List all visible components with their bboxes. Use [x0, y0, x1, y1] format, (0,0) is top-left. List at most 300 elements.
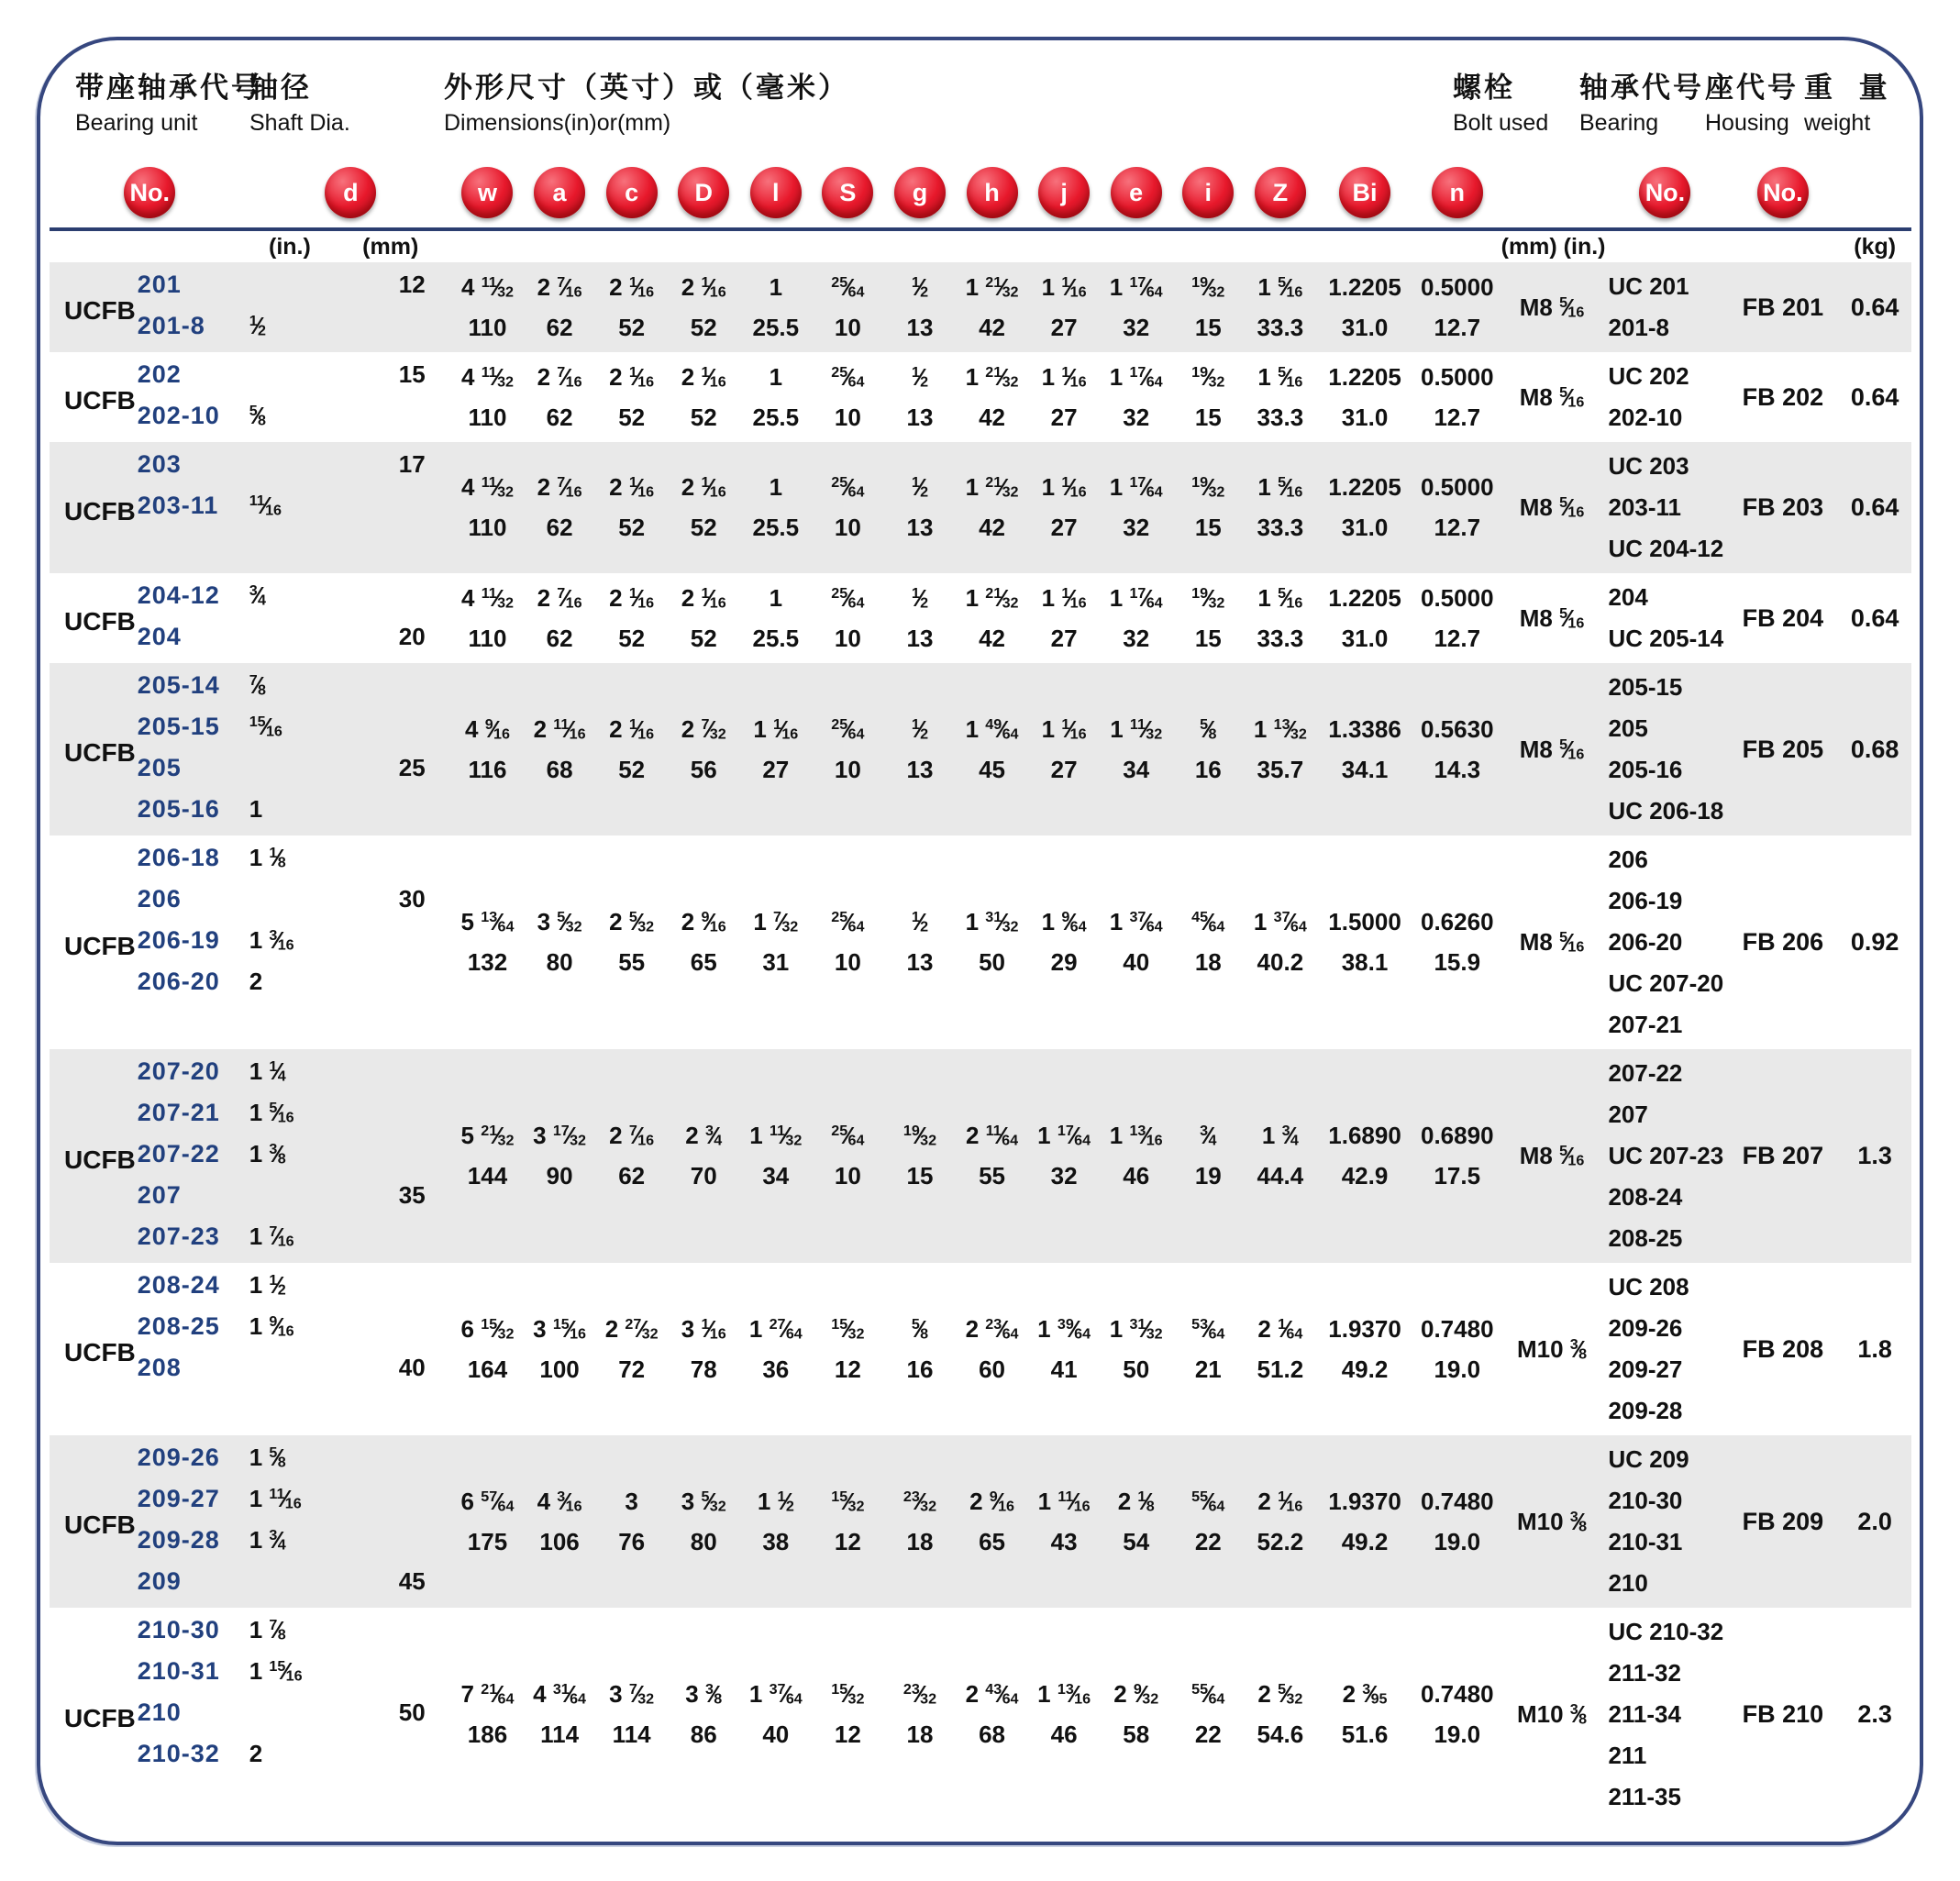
- header-shaft-dia: [249, 64, 350, 137]
- bearing-number: 210: [1608, 1569, 1648, 1597]
- model-shaft-cell: [138, 835, 452, 1049]
- dim-mm-value: 100: [539, 1355, 580, 1383]
- fraction: $^7$⁄16: [557, 473, 582, 501]
- dim-mm-value: 175: [467, 1527, 508, 1555]
- fraction: $^{13}$⁄16: [1057, 1680, 1091, 1708]
- dim-Z-cell: [1245, 1263, 1317, 1435]
- dim-Z-cell: [1245, 442, 1317, 573]
- dim-mm-value: 15: [1194, 403, 1222, 431]
- bearing-number: 205-15: [1608, 673, 1683, 701]
- dim-mm-value: 38: [762, 1527, 790, 1555]
- bearing-no-cell: [1602, 835, 1727, 1049]
- shaft-dia-in: [249, 581, 328, 610]
- dim-in-value: 1 $^{21}$⁄32: [965, 583, 1019, 612]
- column-badge-Z: Z: [1255, 167, 1306, 218]
- dim-mm-value: 19.0: [1434, 1355, 1481, 1383]
- dim-mm-value: 10: [834, 403, 861, 431]
- bearing-number: 211-35: [1608, 1783, 1681, 1810]
- dim-mm-value: 110: [468, 624, 507, 652]
- housing-no-cell: [1727, 352, 1838, 442]
- fraction: $^1$⁄16: [701, 1314, 726, 1343]
- dim-in-value: 1.5000: [1328, 908, 1401, 935]
- bearing-number: 202-10: [1608, 404, 1683, 431]
- weight-cell: [1838, 835, 1911, 1049]
- fraction: $^5$⁄16: [1278, 362, 1303, 391]
- dim-in-value: 2 $^7$⁄16: [537, 583, 582, 612]
- fraction: $^{15}$⁄16: [552, 1314, 587, 1343]
- fraction: $^{17}$⁄64: [1129, 473, 1163, 501]
- dim-mm-value: 68: [979, 1721, 1005, 1748]
- dim-mm-value: 80: [546, 948, 573, 976]
- dim-j-cell: [1028, 1435, 1101, 1608]
- dim-in-value: 0.5000: [1421, 473, 1494, 501]
- weight-value: 2.3: [1857, 1700, 1892, 1728]
- dim-mm-value: 15: [1194, 313, 1222, 341]
- fraction: $^7$⁄32: [773, 908, 799, 935]
- weight-value: 0.64: [1850, 603, 1899, 632]
- dim-in-value: 1 $^7$⁄32: [753, 908, 799, 935]
- dim-in-value: 1 $^{49}$⁄64: [965, 714, 1019, 743]
- dim-mm-value: 62: [618, 1162, 646, 1189]
- dim-in-value: 1 $^{17}$⁄64: [1109, 473, 1163, 501]
- dim-in-value: 1 $^{17}$⁄64: [1109, 583, 1163, 612]
- fraction: $^1$⁄2: [911, 714, 929, 743]
- dim-mm-value: 31.0: [1341, 403, 1389, 431]
- dim-j-cell: [1028, 1049, 1101, 1263]
- dim-w-cell: [451, 442, 524, 573]
- fraction: $^5$⁄16: [1278, 473, 1303, 501]
- dim-in-value: 1 $^1$⁄16: [1041, 714, 1087, 743]
- dim-c-cell: [595, 1263, 668, 1435]
- dim-Z-cell: [1245, 1049, 1317, 1263]
- dim-mm-value: 62: [546, 403, 573, 431]
- bearing-number: UC 203: [1608, 452, 1689, 480]
- shaft-dia-in: [249, 713, 328, 741]
- dim-in-value: 2 $^9$⁄32: [1113, 1680, 1159, 1708]
- model-number: 207-22: [137, 1140, 220, 1167]
- dim-in-value: [1191, 363, 1224, 392]
- column-badge-No: No.: [1757, 167, 1809, 218]
- dim-in-value: 4 $^{11}$⁄32: [460, 272, 514, 301]
- column-badge-a: a: [534, 167, 585, 218]
- spec-row-group: [50, 442, 1911, 573]
- dim-in-value: 2 $^1$⁄8: [1117, 1487, 1155, 1515]
- bearing-number: 203-11: [1608, 493, 1681, 521]
- model-row: [138, 1216, 452, 1257]
- fraction: $^3$⁄8: [704, 1680, 723, 1708]
- dim-S-cell: [812, 1263, 884, 1435]
- dim-mm-value: 51.2: [1257, 1355, 1304, 1383]
- fraction: $^1$⁄4: [269, 1057, 286, 1085]
- unit-bolt: (mm) (in.): [1500, 233, 1606, 260]
- fraction: $^{15}$⁄32: [831, 1487, 865, 1515]
- model-row: [138, 1437, 452, 1478]
- dim-mm-value: 14.3: [1434, 755, 1481, 783]
- series-prefix: UCFB: [64, 1510, 136, 1539]
- dim-in-value: [831, 363, 864, 392]
- dim-mm-value: 86: [690, 1721, 717, 1748]
- dim-in-value: 2 $^9$⁄16: [969, 1487, 1014, 1515]
- dim-mm-value: 52.2: [1257, 1527, 1304, 1555]
- fraction: $^9$⁄64: [1061, 908, 1087, 935]
- housing-number: FB 209: [1742, 1507, 1824, 1535]
- model-number: 206-19: [137, 926, 220, 954]
- dim-mm-value: 80: [690, 1527, 717, 1555]
- housing-number: FB 201: [1742, 293, 1824, 321]
- fraction: $^{11}$⁄32: [481, 362, 514, 391]
- shaft-dia-in: 1: [249, 795, 263, 823]
- fraction: $^{15}$⁄32: [831, 1680, 865, 1708]
- dim-i-cell: [1172, 262, 1245, 352]
- shaft-dia-in: 2: [249, 968, 263, 995]
- model-number: 210: [137, 1698, 182, 1726]
- fraction: $^{19}$⁄32: [1191, 272, 1225, 301]
- dim-mm-value: 42: [979, 313, 1005, 341]
- dim-h-cell: [956, 1263, 1028, 1435]
- model-row: [138, 444, 452, 485]
- dim-in-value: 0.5630: [1421, 714, 1494, 743]
- dim-i-cell: [1172, 1608, 1245, 1821]
- bearing-number: UC 210-32: [1608, 1618, 1724, 1645]
- fraction: $^7$⁄16: [557, 583, 582, 612]
- column-badge-e: e: [1111, 167, 1162, 218]
- fraction: $^{21}$⁄64: [481, 1680, 515, 1708]
- dim-mm-value: 21: [1194, 1355, 1222, 1383]
- dim-in-value: 1 $^3$⁄4: [1261, 1122, 1299, 1149]
- dim-in-value: 1 $^1$⁄16: [1041, 272, 1087, 301]
- dim-in-value: 2 $^7$⁄16: [537, 362, 582, 391]
- dim-mm-value: 43: [1050, 1527, 1078, 1555]
- series-prefix: UCFB: [64, 738, 136, 767]
- shaft-dia-mm: 20: [398, 623, 426, 650]
- dim-e-cell: [1100, 352, 1172, 442]
- dim-i-cell: [1172, 352, 1245, 442]
- dim-in-value: 2 $^7$⁄16: [609, 1122, 655, 1149]
- dim-l-cell: [740, 573, 813, 663]
- model-row: [138, 1051, 452, 1092]
- header-dimensions-zh: 外形尺寸（英寸）或（毫米）: [444, 72, 849, 104]
- fraction: $^{11}$⁄64: [985, 1122, 1019, 1149]
- model-row: [138, 1134, 452, 1175]
- series-prefix: UCFB: [64, 607, 136, 636]
- dim-mm-value: 45: [979, 755, 1005, 783]
- header-housing-no-zh: 座代号: [1705, 72, 1799, 104]
- dim-mm-value: 18: [1194, 948, 1222, 976]
- bearing-number: UC 207-20: [1608, 969, 1724, 997]
- dim-in-value: 3 $^3$⁄8: [685, 1680, 723, 1708]
- dim-in-value: 3 $^5$⁄32: [537, 908, 582, 935]
- dim-g-cell: [884, 352, 957, 442]
- fraction: $^{11}$⁄32: [770, 1122, 803, 1149]
- fraction: $^5$⁄8: [1200, 714, 1217, 743]
- fraction: $^3$⁄16: [269, 926, 294, 954]
- dim-in-value: 1.2205: [1328, 473, 1401, 501]
- dim-mm-value: 52: [618, 624, 646, 652]
- dim-in-value: [1200, 715, 1216, 744]
- dim-j-cell: [1028, 835, 1101, 1049]
- fraction: $^{17}$⁄64: [1129, 583, 1163, 612]
- dim-Bi-cell: [1316, 1263, 1413, 1435]
- dim-D-cell: [668, 1435, 740, 1608]
- dim-in-value: 1 $^1$⁄16: [1041, 362, 1087, 391]
- fraction: $^1$⁄16: [1061, 473, 1087, 501]
- model-row: [138, 616, 452, 658]
- dim-mm-value: 132: [467, 948, 508, 976]
- dim-in-value: 1.9370: [1328, 1487, 1401, 1515]
- fraction: $^5$⁄16: [1559, 293, 1585, 321]
- dim-mm-value: 32: [1123, 514, 1150, 541]
- dim-in-value: 3 $^1$⁄16: [681, 1314, 726, 1343]
- dim-c-cell: [595, 1049, 668, 1263]
- bearing-number: 210-30: [1608, 1487, 1683, 1514]
- shaft-dia-in: 1 $^1$⁄8: [249, 844, 286, 871]
- weight-value: 0.64: [1850, 293, 1899, 321]
- dim-mm-value: 78: [690, 1355, 717, 1383]
- dim-mm-value: 13: [906, 948, 934, 976]
- dim-D-cell: [668, 835, 740, 1049]
- fraction: $^{17}$⁄64: [1129, 362, 1163, 391]
- dim-n-cell: [1413, 1608, 1501, 1821]
- housing-no-cell: [1727, 1049, 1838, 1263]
- fraction: $^9$⁄16: [269, 1312, 294, 1340]
- dim-mm-value: 40.2: [1257, 948, 1304, 976]
- dim-mm-value: 52: [690, 514, 717, 541]
- dim-in-value: 3: [625, 1487, 638, 1515]
- dim-in-value: [903, 1488, 936, 1516]
- dim-in-value: 2 $^7$⁄16: [537, 473, 582, 501]
- dim-in-value: 1 $^{11}$⁄32: [749, 1122, 803, 1149]
- dim-in-value: 1 $^5$⁄16: [1257, 583, 1303, 612]
- fraction: $^9$⁄16: [484, 714, 510, 743]
- spec-row-group: [50, 1049, 1911, 1263]
- dim-in-value: 1 $^{21}$⁄32: [965, 272, 1019, 301]
- dim-in-value: 0.7480: [1421, 1487, 1494, 1515]
- series-prefix-cell: [50, 835, 138, 1049]
- fraction: $^3$⁄8: [269, 1140, 286, 1167]
- dim-mm-value: 15: [1194, 624, 1222, 652]
- fraction: $^5$⁄16: [1559, 493, 1585, 521]
- dim-in-value: 2 $^1$⁄64: [1257, 1314, 1303, 1343]
- bearing-number: 211: [1608, 1742, 1647, 1769]
- dim-h-cell: [956, 663, 1028, 835]
- dim-g-cell: [884, 663, 957, 835]
- dim-mm-value: 12.7: [1434, 514, 1481, 541]
- dim-mm-value: 10: [834, 313, 861, 341]
- table-header: [40, 55, 1920, 158]
- spec-row-group: [50, 663, 1911, 835]
- fraction: $^1$⁄16: [1061, 583, 1087, 612]
- dim-mm-value: 29: [1050, 948, 1078, 976]
- dim-mm-value: 42: [979, 403, 1005, 431]
- dim-mm-value: 55: [979, 1162, 1005, 1189]
- fraction: $^{37}$⁄64: [1129, 908, 1163, 935]
- dim-in-value: 1 $^{37}$⁄64: [1253, 908, 1307, 935]
- dim-w-cell: [451, 352, 524, 442]
- dim-mm-value: 27: [1050, 403, 1078, 431]
- dim-mm-value: 62: [546, 514, 573, 541]
- shaft-dia-in: 1 $^3$⁄8: [249, 1140, 286, 1167]
- model-number: 202-10: [137, 402, 220, 429]
- model-row: [138, 837, 452, 879]
- dim-in-value: 2 $^1$⁄16: [681, 272, 726, 301]
- dim-e-cell: [1100, 1435, 1172, 1608]
- model-number: 204-12: [137, 581, 220, 609]
- dim-mm-value: 54.6: [1257, 1721, 1304, 1748]
- fraction: $^1$⁄16: [628, 362, 655, 391]
- dim-mm-value: 12.7: [1434, 403, 1481, 431]
- dim-Z-cell: [1245, 352, 1317, 442]
- dim-in-value: 2 $^5$⁄32: [1257, 1680, 1303, 1708]
- fraction: $^{45}$⁄64: [1191, 908, 1225, 935]
- dim-mm-value: 27: [762, 755, 790, 783]
- fraction: $^3$⁄8: [1569, 1507, 1588, 1535]
- fraction: $^{25}$⁄64: [831, 272, 865, 301]
- bolt-cell: [1501, 835, 1603, 1049]
- dim-S-cell: [812, 573, 884, 663]
- column-badge-i: i: [1182, 167, 1234, 218]
- dim-in-value: 0.7480: [1421, 1680, 1494, 1708]
- model-number: 201-8: [137, 312, 205, 339]
- fraction: $^{31}$⁄32: [1129, 1314, 1163, 1343]
- dim-mm-value: 32: [1123, 313, 1150, 341]
- fraction: $^1$⁄16: [701, 272, 726, 301]
- dim-D-cell: [668, 262, 740, 352]
- dim-mm-value: 18: [906, 1527, 934, 1555]
- dim-mm-value: 106: [539, 1527, 580, 1555]
- dim-mm-value: 46: [1123, 1162, 1150, 1189]
- dim-mm-value: 56: [690, 755, 717, 783]
- housing-no-cell: [1727, 262, 1838, 352]
- dim-in-value: 1 $^{31}$⁄32: [1109, 1314, 1163, 1343]
- bolt-spec: M8 $^5$⁄16: [1519, 293, 1585, 321]
- fraction: $^1$⁄8: [1137, 1487, 1155, 1515]
- fraction: $^5$⁄32: [557, 908, 582, 935]
- model-number: 203: [137, 450, 182, 478]
- shaft-dia-mm: 17: [398, 450, 426, 478]
- fraction: $^{25}$⁄64: [831, 583, 865, 612]
- dim-in-value: 1 $^{21}$⁄32: [965, 362, 1019, 391]
- dim-mm-value: 10: [834, 624, 861, 652]
- dim-in-value: 2 $^1$⁄16: [609, 473, 655, 501]
- model-number: 203-11: [137, 492, 219, 519]
- bearing-number: 209-28: [1608, 1397, 1683, 1424]
- dim-mm-value: 15: [906, 1162, 934, 1189]
- fraction: $^3$⁄4: [249, 581, 266, 609]
- dim-mm-value: 12: [834, 1527, 861, 1555]
- model-row: [138, 395, 452, 437]
- fraction: $^1$⁄2: [911, 272, 929, 301]
- spec-row-group: [50, 262, 1911, 352]
- dim-in-value: 1 $^{37}$⁄64: [1109, 908, 1163, 935]
- model-number: 209-28: [137, 1526, 220, 1554]
- fraction: $^{49}$⁄64: [985, 714, 1019, 743]
- dim-in-value: 5 $^{13}$⁄64: [460, 908, 515, 935]
- dim-w-cell: [451, 573, 524, 663]
- housing-no-cell: [1727, 663, 1838, 835]
- housing-number: FB 207: [1742, 1142, 1824, 1169]
- bearing-number: 211-32: [1608, 1659, 1681, 1687]
- dim-mm-value: 35.7: [1257, 755, 1304, 783]
- dim-mm-value: 31.0: [1341, 313, 1389, 341]
- fraction: $^1$⁄16: [628, 714, 655, 743]
- dim-mm-value: 110: [468, 514, 507, 541]
- dim-w-cell: [451, 835, 524, 1049]
- model-row: [138, 1306, 452, 1347]
- dim-mm-value: 52: [618, 755, 646, 783]
- dim-in-value: 2 $^{23}$⁄64: [965, 1314, 1019, 1343]
- bearing-number: UC 206-18: [1608, 797, 1724, 824]
- dim-i-cell: [1172, 835, 1245, 1049]
- dim-mm-value: 114: [540, 1721, 580, 1748]
- dim-j-cell: [1028, 573, 1101, 663]
- dim-mm-value: 16: [906, 1355, 934, 1383]
- bearing-spec-card: [37, 37, 1923, 1845]
- dim-in-value: [1191, 908, 1224, 936]
- dim-in-value: [831, 1680, 864, 1709]
- dim-a-cell: [524, 262, 596, 352]
- dim-in-value: 1.2205: [1328, 362, 1401, 391]
- dim-mm-value: 62: [546, 313, 573, 341]
- dim-Z-cell: [1245, 573, 1317, 663]
- dim-D-cell: [668, 663, 740, 835]
- header-shaft-dia-en: Shaft Dia.: [249, 110, 350, 136]
- dim-l-cell: [740, 1435, 813, 1608]
- model-number: 209-27: [137, 1485, 220, 1512]
- fraction: $^3$⁄16: [557, 1487, 582, 1515]
- shaft-dia-mm: 30: [398, 885, 426, 913]
- dim-in-value: 2 $^7$⁄32: [681, 714, 726, 743]
- dim-l-cell: [740, 442, 813, 573]
- dim-in-value: 1 $^{21}$⁄32: [965, 473, 1019, 501]
- bolt-spec: M8 $^5$⁄16: [1519, 493, 1585, 521]
- dim-n-cell: [1413, 1049, 1501, 1263]
- dim-a-cell: [524, 663, 596, 835]
- dim-in-value: 1 $^{11}$⁄32: [1110, 714, 1163, 743]
- dim-S-cell: [812, 262, 884, 352]
- fraction: $^1$⁄2: [269, 1271, 286, 1299]
- fraction: $^1$⁄16: [628, 473, 655, 501]
- dim-j-cell: [1028, 663, 1101, 835]
- housing-no-cell: [1727, 1435, 1838, 1608]
- dim-S-cell: [812, 352, 884, 442]
- fraction: $^3$⁄8: [1569, 1334, 1588, 1363]
- model-number: 204: [137, 623, 182, 650]
- housing-number: FB 204: [1742, 603, 1824, 632]
- series-prefix-cell: [50, 573, 138, 663]
- bolt-spec: M8 $^5$⁄16: [1519, 1142, 1585, 1169]
- dim-w-cell: [451, 1263, 524, 1435]
- series-prefix-cell: [50, 663, 138, 835]
- fraction: $^1$⁄2: [777, 1487, 794, 1515]
- dim-mm-value: 52: [690, 403, 717, 431]
- dim-in-value: 2 $^{11}$⁄16: [533, 714, 586, 743]
- bearing-number: UC 207-23: [1608, 1142, 1724, 1169]
- unit-weight: (kg): [1854, 233, 1897, 260]
- spec-row-group: [50, 1263, 1911, 1435]
- fraction: $^9$⁄16: [701, 908, 726, 935]
- fraction: $^5$⁄8: [911, 1314, 929, 1343]
- dim-j-cell: [1028, 262, 1101, 352]
- model-row: [138, 1520, 452, 1561]
- dim-in-value: [912, 473, 928, 502]
- dim-in-value: 1 $^1$⁄2: [757, 1487, 794, 1515]
- dim-g-cell: [884, 573, 957, 663]
- header-bearing-no-en: Bearing: [1579, 110, 1659, 136]
- dim-a-cell: [524, 1608, 596, 1821]
- dim-mm-value: 19.0: [1434, 1721, 1481, 1748]
- dim-mm-value: 32: [1123, 403, 1150, 431]
- column-badge-n: n: [1432, 167, 1483, 218]
